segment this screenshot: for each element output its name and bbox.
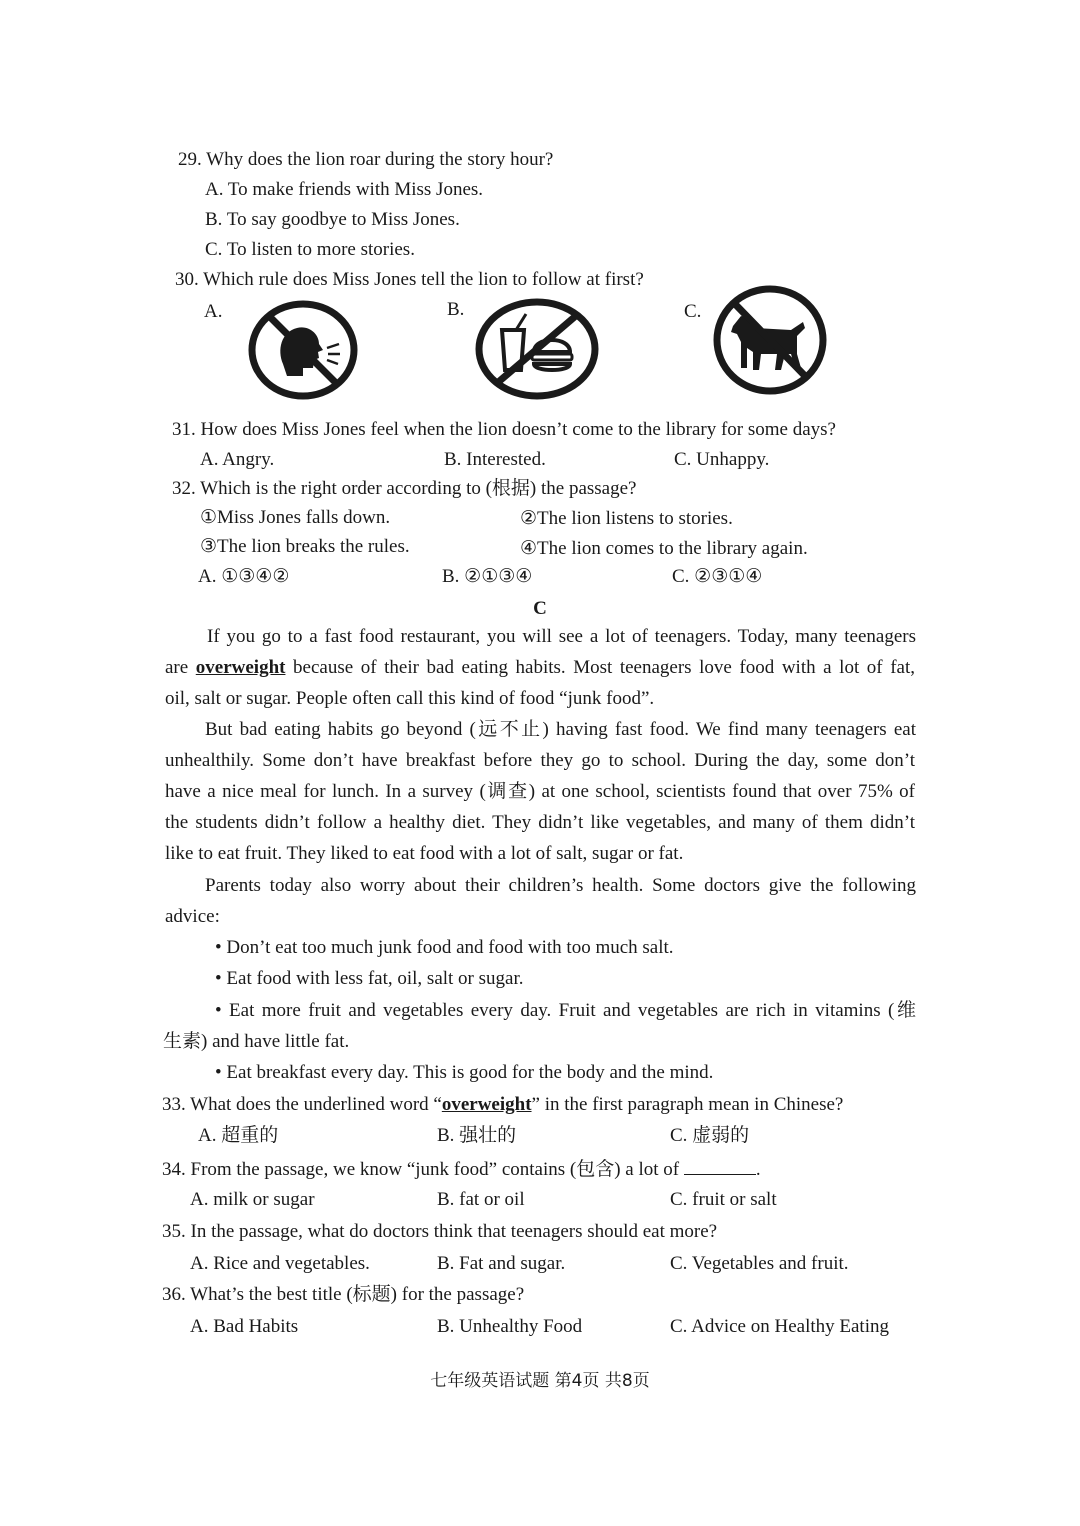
q34-stem-post: . bbox=[755, 1159, 761, 1180]
page-footer: 七年级英语试题 第4页 共8页 bbox=[430, 1371, 650, 1391]
q34-stem-pre: 34. From the passage, we know “junk food” contains (包含) a lot of bbox=[162, 1159, 684, 1180]
passage-p3-line1: Parents today also worry about their children’s health. Some doctors give the following bbox=[205, 875, 916, 896]
q31-option-b: B. Interested. bbox=[444, 449, 546, 470]
passage-p2-line5: like to eat fruit. They liked to eat food with a lot of salt, sugar or fat. bbox=[165, 843, 684, 864]
advice-bullet-4: • Eat breakfast every day. This is good for the body and the mind. bbox=[215, 1062, 714, 1083]
passage-p1-line2 bbox=[165, 658, 915, 677]
q30-stem: 30. Which rule does Miss Jones tell the lion to follow at first? bbox=[175, 269, 644, 290]
q31-option-c: C. Unhappy. bbox=[674, 449, 770, 470]
q36-option-b: B. Unhealthy Food bbox=[437, 1316, 583, 1337]
q32-event-2: ②The lion listens to stories. bbox=[520, 508, 733, 529]
q33-option-b: B. 强壮的 bbox=[437, 1125, 517, 1146]
q35-option-a: A. Rice and vegetables. bbox=[190, 1253, 370, 1274]
no-food-drink-icon bbox=[474, 296, 600, 406]
q34-answer-blank bbox=[684, 1158, 756, 1175]
q33-stem-pre: 33. What does the underlined word “ bbox=[162, 1094, 442, 1115]
advice-bullet-3-line2: 生素) and have little fat. bbox=[163, 1031, 350, 1052]
passage-p2-line1: But bad eating habits go beyond (远不止) having fast food. We find many teenagers eat bbox=[205, 719, 916, 740]
q34-stem bbox=[162, 1158, 761, 1179]
q31-option-a: A. Angry. bbox=[200, 449, 275, 470]
no-shouting-icon bbox=[247, 298, 359, 406]
q35-option-b: B. Fat and sugar. bbox=[437, 1253, 566, 1274]
q33-stem-post: ” in the first paragraph mean in Chinese? bbox=[531, 1094, 844, 1115]
q32-event-3: ③The lion breaks the rules. bbox=[200, 536, 410, 557]
q32-option-a: A. ①③④② bbox=[198, 566, 290, 587]
advice-bullet-1: • Don’t eat too much junk food and food with too much salt. bbox=[215, 937, 674, 958]
advice-bullet-2: • Eat food with less fat, oil, salt or sugar. bbox=[215, 968, 524, 989]
q29-option-b: B. To say goodbye to Miss Jones. bbox=[205, 209, 460, 230]
passage-p1-line2-pre: are bbox=[165, 657, 196, 678]
no-dogs-icon bbox=[711, 282, 829, 402]
passage-p3-line2: advice: bbox=[165, 906, 220, 927]
passage-p2-line2: unhealthily. Some don’t have breakfast before they go to school. During the day, some don’t bbox=[165, 750, 915, 771]
passage-p1-line1: If you go to a fast food restaurant, you will see a lot of teenagers. Today, many teenagers bbox=[207, 626, 916, 647]
q34-option-c: C. fruit or salt bbox=[670, 1189, 777, 1210]
q33-stem bbox=[162, 1095, 843, 1114]
q34-option-b: B. fat or oil bbox=[437, 1189, 525, 1210]
q30-option-c: C. bbox=[684, 301, 702, 322]
passage-p1-line3: oil, salt or sugar. People often call this kind of food “junk food”. bbox=[165, 688, 655, 709]
q36-option-a: A. Bad Habits bbox=[190, 1316, 299, 1337]
q36-stem: 36. What’s the best title (标题) for the passage? bbox=[162, 1284, 525, 1305]
q32-event-1: ①Miss Jones falls down. bbox=[200, 507, 391, 528]
section-label: C bbox=[533, 598, 547, 619]
q29-option-a: A. To make friends with Miss Jones. bbox=[205, 179, 484, 200]
q32-stem: 32. Which is the right order according to (根据) the passage? bbox=[172, 478, 637, 499]
passage-p1-line2-post: because of their bad eating habits. Most teenagers love food with a lot of fat, bbox=[285, 657, 915, 678]
q36-option-c: C. Advice on Healthy Eating bbox=[670, 1316, 889, 1337]
q32-event-4: ④The lion comes to the library again. bbox=[520, 538, 808, 559]
q32-option-b: B. ②①③④ bbox=[442, 566, 533, 587]
q31-stem: 31. How does Miss Jones feel when the lion doesn’t come to the library for some days? bbox=[172, 419, 836, 440]
underlined-word-overweight: overweight bbox=[195, 657, 286, 678]
passage-p2-line3: have a nice meal for lunch. In a survey (调查) at one school, scientists found that over 75% of bbox=[165, 781, 915, 802]
q33-underlined-word: overweight bbox=[441, 1094, 532, 1115]
q32-option-c: C. ②③①④ bbox=[672, 566, 763, 587]
q29-option-c: C. To listen to more stories. bbox=[205, 239, 415, 260]
q33-option-c: C. 虚弱的 bbox=[670, 1125, 750, 1146]
q35-option-c: C. Vegetables and fruit. bbox=[670, 1253, 849, 1274]
q29-stem: 29. Why does the lion roar during the story hour? bbox=[178, 149, 554, 170]
q30-option-a: A. bbox=[204, 301, 223, 322]
passage-p2-line4: the students didn’t follow a healthy diet. They didn’t like vegetables, and many of them didn’t bbox=[165, 812, 915, 833]
q33-option-a: A. 超重的 bbox=[198, 1125, 279, 1146]
q30-option-b: B. bbox=[447, 299, 465, 320]
q34-option-a: A. milk or sugar bbox=[190, 1189, 315, 1210]
q35-stem: 35. In the passage, what do doctors think that teenagers should eat more? bbox=[162, 1221, 718, 1242]
advice-bullet-3-line1: • Eat more fruit and vegetables every day. Fruit and vegetables are rich in vitamins (维 bbox=[215, 1000, 916, 1021]
